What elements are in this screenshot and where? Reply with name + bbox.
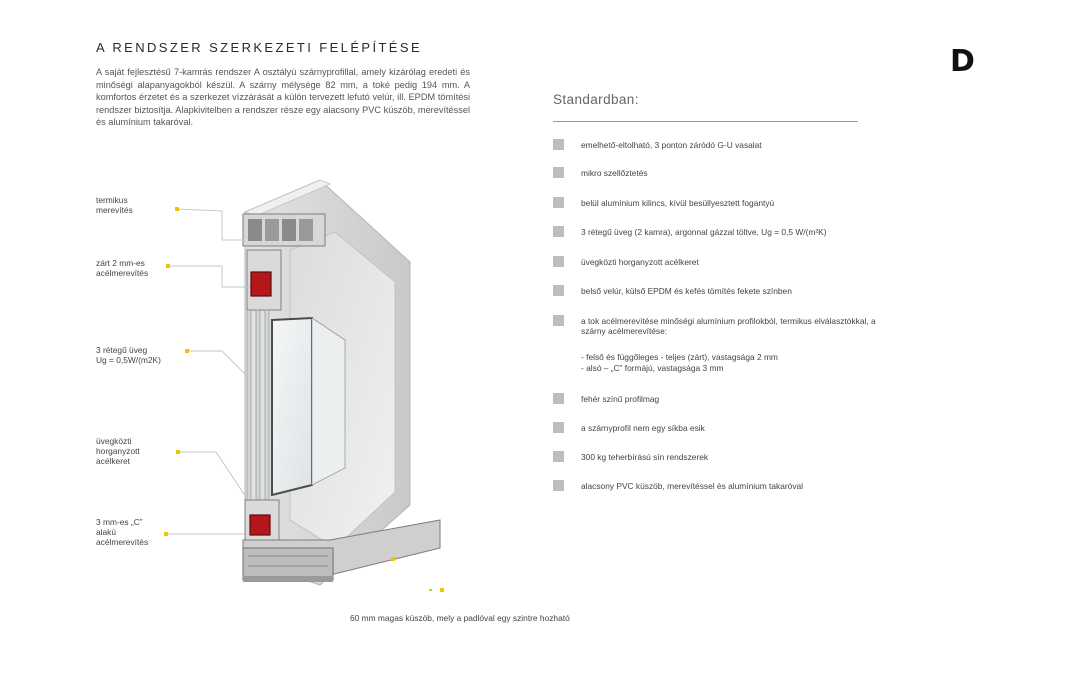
intro-paragraph: A saját fejlesztésű 7-kamrás rendszer A osztályú szárnyprofillal, amely kizárólag eredeti és minőségi alapanyagokból készül. A szárny mélysége 82 mm, a toké pedig 194 mm. A komfortos érzetet és a szerkezet vízzárását a külön tervezett lefutó velúr, ill. EPDM tömítési rendszer biztosítja. Alapkivitelben a rendszer része egy alacsony PVC küszöb, merevítéssel és alumínium takaróval. — [96, 67, 470, 128]
feature-text: fehér színű profilmag — [581, 394, 660, 404]
callout-lines — [166, 209, 250, 534]
label-c-reinforcement: 3 mm-es „C” alakú acélmerevítés — [96, 517, 149, 547]
callout-dot — [391, 557, 395, 561]
threshold-caption: 60 mm magas küszöb, mely a padlóval egy szintre hozható — [350, 613, 570, 623]
callout-dot — [164, 532, 168, 536]
feature-text: a tok acélmerevítése minőségi alumínium profilokból, termikus elválasztókkal, a szárny acélmerevítése: — [581, 316, 876, 336]
callout-dot — [166, 264, 170, 268]
feature-text: 3 rétegű üveg (2 kamra), argonnal gázzal töltve, Ug = 0,5 W/(m²K) — [581, 227, 827, 237]
feature-text: belül alumínium kilincs, kívül besüllyesztett fogantyú — [581, 198, 775, 208]
feature-text: a szárnyprofil nem egy síkba esik — [581, 423, 705, 433]
feature-text: 300 kg teherbírású sín rendszerek — [581, 452, 709, 462]
standard-title: Standardban: — [553, 92, 639, 107]
subnote-line: - felső és függőleges - teljes (zárt), vastagsága 2 mm — [581, 352, 778, 362]
callout-dot — [429, 589, 432, 591]
brand-logo: D — [950, 44, 975, 79]
feature-text: belső velúr, külső EPDM és kefés tömítés fekete színben — [581, 286, 792, 296]
feature-text: alacsony PVC küszöb, merevítéssel és alumínium takaróval — [581, 481, 804, 491]
label-spacer-frame: üvegközti horganyzott acélkeret — [96, 436, 140, 466]
feature-text: üvegközti horganyzott acélkeret — [581, 257, 699, 267]
feature-text: mikro szellőztetés — [581, 168, 648, 178]
callout-dot — [440, 588, 444, 592]
label-triple-glass: 3 rétegű üveg Ug = 0,5W/(m2K) — [96, 345, 161, 365]
feature-text: emelhető-eltolható, 3 ponton záródó G-U vasalat — [581, 140, 762, 150]
callout-dot — [175, 207, 179, 211]
label-thermal-reinforcement: termikus merevítés — [96, 195, 133, 215]
page-title: A RENDSZER SZERKEZETI FELÉPÍTÉSE — [96, 40, 423, 55]
callout-dot — [185, 349, 189, 353]
subnote-line: - alsó – „C” formájú, vastagsága 3 mm — [581, 362, 724, 373]
label-steel-reinforcement-2mm: zárt 2 mm-es acélmerevítés — [96, 258, 149, 278]
callout-dot — [176, 450, 180, 454]
